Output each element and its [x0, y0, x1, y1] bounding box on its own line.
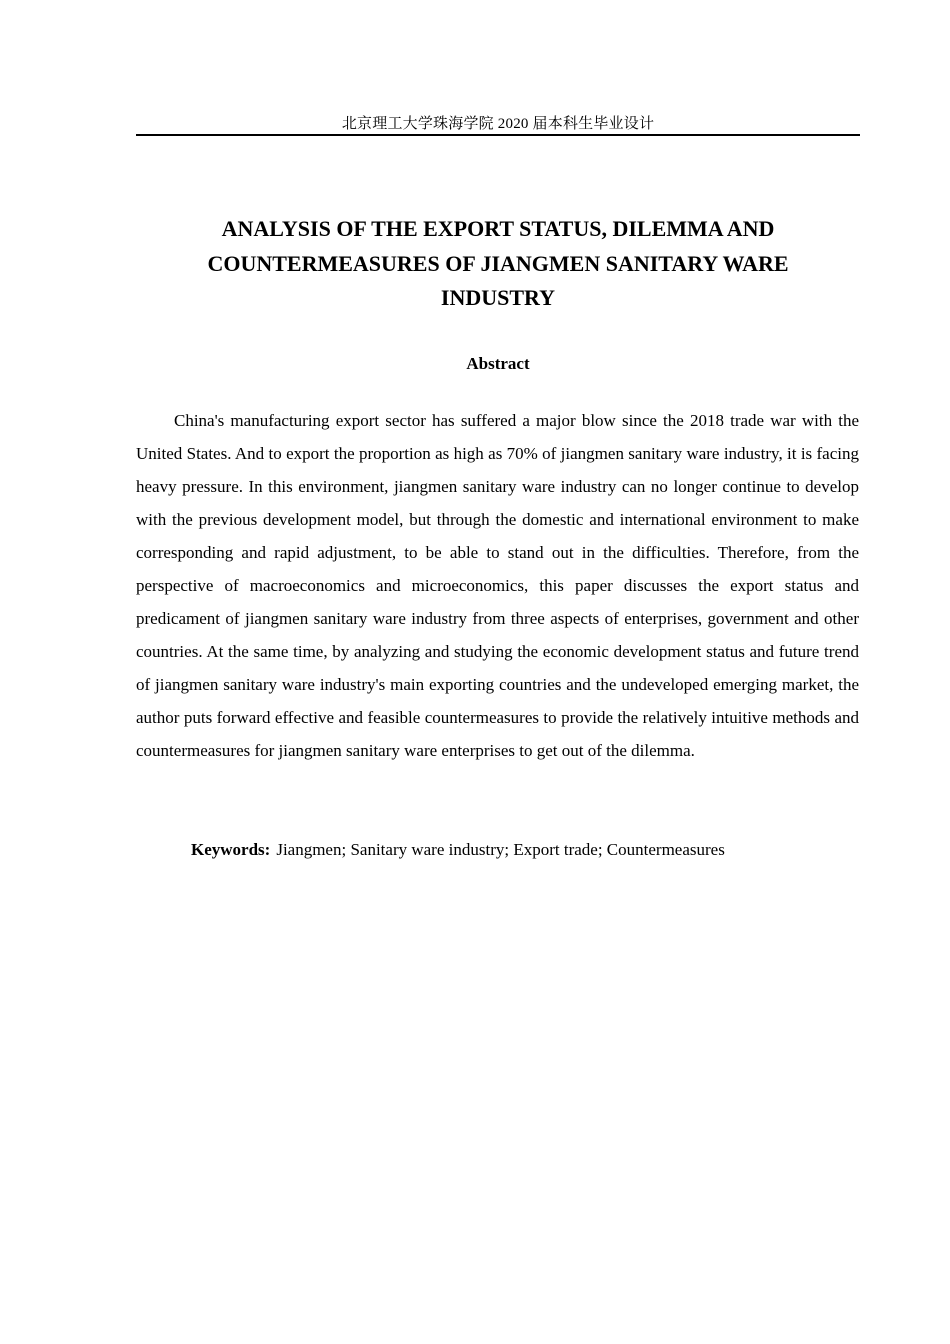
title-line-2: COUNTERMEASURES OF JIANGMEN SANITARY WARE: [207, 250, 789, 276]
document-title: [150, 212, 846, 316]
running-header: 北京理工大学珠海学院 2020 届本科生毕业设计: [341, 116, 655, 132]
keywords-line: [191, 833, 860, 866]
keywords-label: Keywords:: [191, 840, 271, 859]
abstract-heading: Abstract: [466, 354, 530, 373]
header-rule: [136, 134, 860, 136]
title-line-3: INDUSTRY: [440, 285, 556, 310]
keywords-values: Jiangmen; Sanitary ware industry; Export trade; Countermeasures: [276, 840, 725, 859]
abstract-body: China's manufacturing export sector has suffered a major blow since the 2018 trade war with the United States. And to export the proportion as high as 70% of jiangmen sanitary ware industry, it is facing heavy pressure. In this environment, jiangmen sanitary ware industry can no longer continue to develop with the previous development model, but through the domestic and international environment to make corresponding and rapid adjustment, to be able to stand out in the difficulties. Therefore, from the perspective of macroeconomics and microeconomics, this paper discusses the export status and predicament of jiangmen sanitary ware industry from three aspects of enterprises, government and other countries. At the same time, by analyzing and studying the economic development status and future trend of jiangmen sanitary ware industry's main exporting countries and the undeveloped emerging market, the author puts forward effective and feasible countermeasures to provide the relatively intuitive methods and countermeasures for jiangmen sanitary ware enterprises to get out of the dilemma.: [136, 411, 859, 760]
title-line-1: ANALYSIS OF THE EXPORT STATUS, DILEMMA AND: [221, 216, 775, 241]
